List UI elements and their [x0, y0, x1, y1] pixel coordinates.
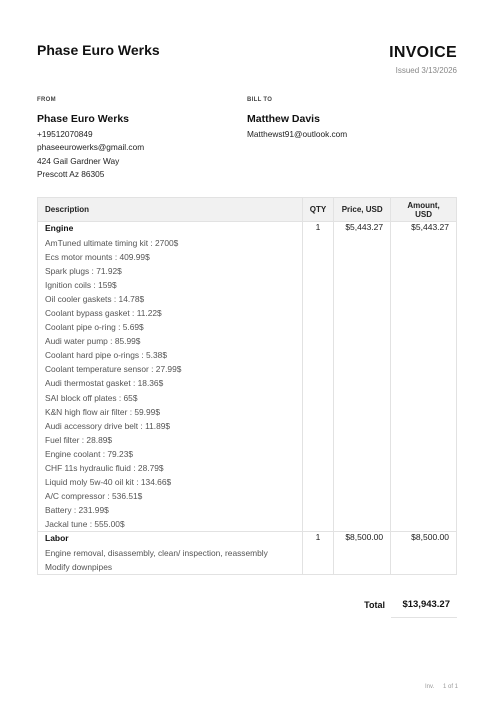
- header-description: Description: [38, 198, 303, 222]
- total-label: Total: [364, 600, 385, 610]
- engine-line: Ignition coils : 159$: [45, 280, 117, 291]
- engine-line: Audi accessory drive belt : 11.89$: [45, 420, 171, 431]
- labor-title: Labor: [45, 532, 69, 543]
- engine-line: Coolant pipe o-ring : 5.69$: [45, 322, 144, 333]
- engine-line: K&N high flow air filter : 59.99$: [45, 406, 160, 417]
- engine-line: Coolant bypass gasket : 11.22$: [45, 308, 162, 319]
- labor-amount: $8,500.00: [391, 531, 457, 574]
- footer-page-number: 1 of 1: [443, 684, 459, 690]
- labor-price: $8,500.00: [334, 531, 391, 574]
- bill-to-section: [247, 97, 457, 141]
- total-value: $13,943.27: [391, 592, 457, 618]
- from-phone: +19512070849: [37, 129, 93, 139]
- bill-to-label: BILL TO: [247, 97, 273, 103]
- line-items-table: [37, 197, 457, 575]
- header-price: Price, USD: [334, 198, 391, 222]
- engine-line: Coolant hard pipe o-rings : 5.38$: [45, 350, 167, 361]
- engine-line: Audi thermostat gasket : 18.36$: [45, 378, 164, 389]
- labor-line: Modify downpipes: [45, 562, 113, 573]
- table-row-labor: [38, 531, 457, 574]
- engine-line: Ecs motor mounts : 409.99$: [45, 252, 150, 263]
- engine-line: SAI block off plates : 65$: [45, 392, 138, 403]
- engine-line: Fuel filter : 28.89$: [45, 434, 113, 445]
- table-row-engine: [38, 222, 457, 532]
- company-name: Phase Euro Werks: [37, 42, 160, 58]
- engine-line: Coolant temperature sensor : 27.99$: [45, 364, 182, 375]
- from-email: phaseeurowerks@gmail.com: [37, 142, 145, 153]
- labor-qty: 1: [302, 531, 333, 574]
- labor-description: [38, 531, 303, 574]
- engine-price: $5,443.27: [334, 222, 391, 532]
- invoice-title: INVOICE: [389, 44, 457, 61]
- engine-description: [38, 222, 303, 532]
- engine-line: Jackal tune : 555.00$: [45, 518, 125, 529]
- from-name: Phase Euro Werks: [37, 113, 130, 125]
- engine-qty: 1: [302, 222, 333, 532]
- engine-amount: $5,443.27: [391, 222, 457, 532]
- engine-line: Spark plugs : 71.92$: [45, 266, 122, 277]
- from-address-line2: Prescott Az 86305: [37, 169, 105, 180]
- engine-title: Engine: [45, 223, 74, 233]
- engine-line: Oil cooler gaskets : 14.78$: [45, 294, 145, 305]
- total-row: [337, 592, 457, 618]
- labor-line: Engine removal, disassembly, clean/ inspection, reassembly: [45, 547, 268, 558]
- from-address-line1: 424 Gail Gardner Way: [37, 155, 120, 166]
- header-amount: Amount, USD: [391, 198, 457, 222]
- engine-line: Engine coolant : 79.23$: [45, 448, 134, 459]
- engine-line: A/C compressor : 536.51$: [45, 490, 143, 501]
- engine-line: CHF 11s hydraulic fluid : 28.79$: [45, 462, 164, 473]
- engine-line: Audi water pump : 85.99$: [45, 336, 141, 347]
- engine-lines: [45, 236, 295, 531]
- engine-line: Liquid moly 5w-40 oil kit : 134.66$: [45, 476, 172, 487]
- issued-date: Issued 3/13/2026: [395, 66, 457, 75]
- engine-line: Battery : 231.99$: [45, 504, 109, 515]
- from-section: [37, 97, 237, 182]
- header-qty: QTY: [302, 198, 333, 222]
- from-label: FROM: [37, 97, 56, 103]
- bill-to-email: Matthewst91@outlook.com: [247, 129, 348, 139]
- table-header-row: [38, 198, 457, 222]
- footer-invoice-ref: Inv.: [425, 684, 435, 690]
- engine-line: AmTuned ultimate timing kit : 2700$: [45, 238, 179, 248]
- bill-to-name: Matthew Davis: [247, 113, 320, 125]
